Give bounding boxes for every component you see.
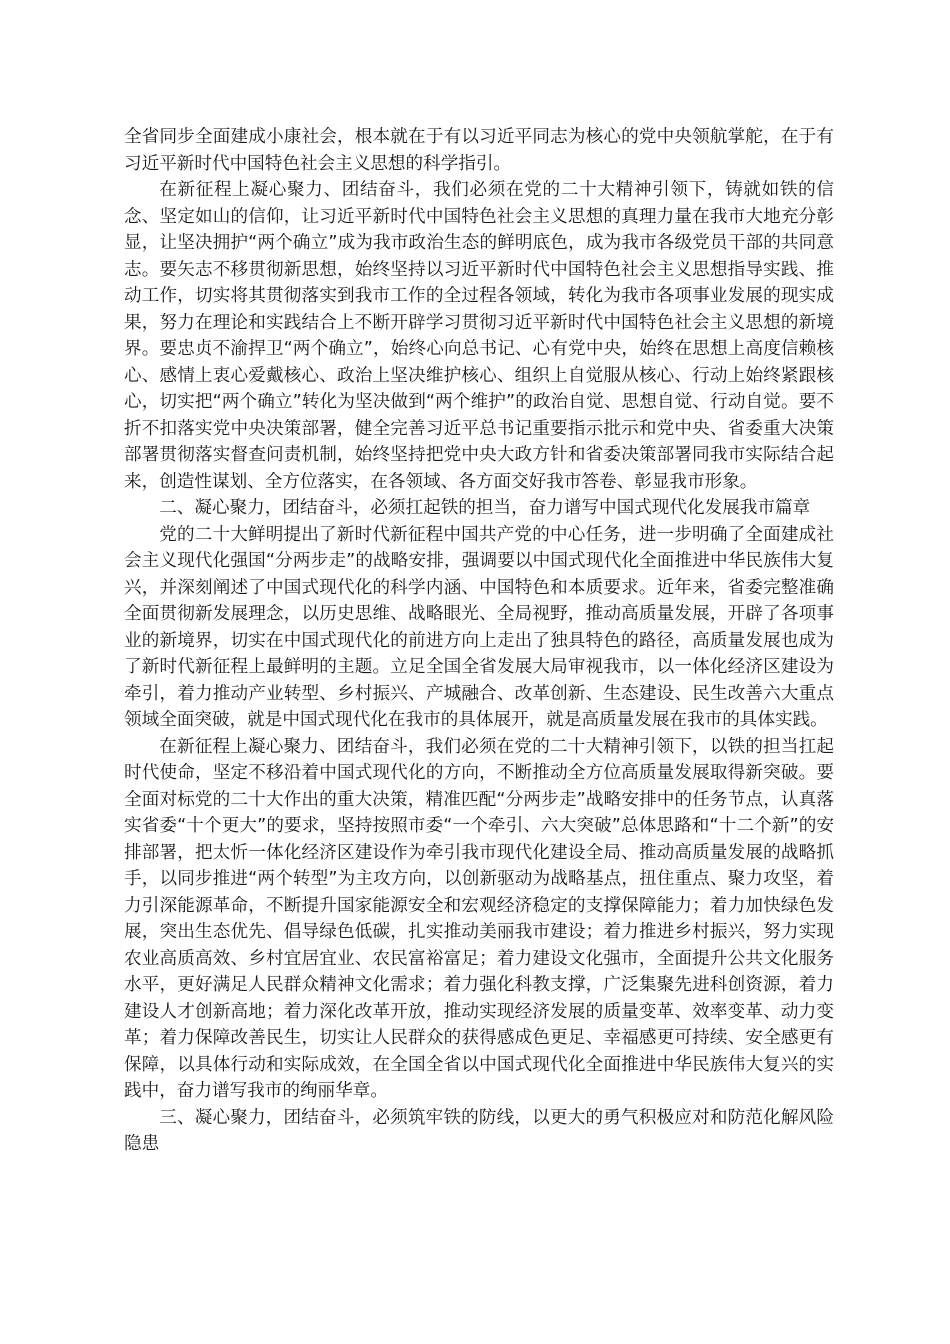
paragraph: 在新征程上凝心聚力、团结奋斗，我们必须在党的二十大精神引领下，以铁的担当扛起时代使命，坚定不移沿着中国式现代化的方向，不断推动全方位高质量发展取得新突破。要全面对标党的二十大作出的重大决策，精准匹配“分两步走”战略安排中的任务节点，认真落实省委“十个更大”的要求，坚持按照市委“一个牵引、六大突破”总体思路和“十二个新”的安排部署，把太忻一体化经济区建设作为牵引我市现代化建设全局、推动高质量发展的战略抓手，以同步推进“两个转型”为主攻方向，以创新驱动为战略基点，扭住重点、聚力攻坚，着力引深能源革命，不断提升国家能源安全和宏观经济稳定的支撑保障能力；着力加快绿色发展，突出生态优先、倡导绿色低碳，扎实推动美丽我市建设；着力推进乡村振兴，努力实现农业高质高效、乡村宜居宜业、农民富裕富足；着力建设文化强市，全面提升公共文化服务水平，更好满足人民群众精神文化需求；着力强化科教支撑，广泛集聚先进科创资源，着力建设人才创新高地；着力深化改革开放，推动实现经济发展的质量变革、效率变革、动力变革；着力保障改善民生，切实让人民群众的获得感成色更足、幸福感更可持续、安全感更有保障，以具体行动和实际成效，在全国全省以中国式现代化全面推进中华民族伟大复兴的实践中，奋力谱写我市的绚丽华章。 (124, 736, 834, 1101)
document-body (124, 124, 834, 1158)
paragraph: 党的二十大鲜明提出了新时代新征程中国共产党的中心任务，进一步明确了全面建成社会主义现代化强国“分两步走”的战略安排，强调要以中国式现代化全面推进中华民族伟大复兴，并深刻阐述了中国式现代化的科学内涵、中国特色和本质要求。近年来，省委完整准确全面贯彻新发展理念，以历史思维、战略眼光、全局视野，推动高质量发展，开辟了各项事业的新境界，切实在中国式现代化的前进方向上走出了独具特色的路径，高质量发展也成为了新时代新征程上最鲜明的主题。立足全国全省发展大局审视我市，以一体化经济区建设为牵引，着力推动产业转型、乡村振兴、产城融合、改革创新、生态建设、民生改善六大重点领域全面突破，就是中国式现代化在我市的具体展开，就是高质量发展在我市的具体实践。 (124, 524, 834, 730)
section-heading-2: 二、凝心聚力，团结奋斗，必须扛起铁的担当，奋力谱写中国式现代化发展我市篇章 (159, 498, 811, 518)
paragraph: 在新征程上凝心聚力、团结奋斗，我们必须在党的二十大精神引领下，铸就如铁的信念、坚定如山的信仰，让习近平新时代中国特色社会主义思想的真理力量在我市大地充分彰显，让坚决拥护“两个确立”成为我市政治生态的鲜明底色，成为我市各级党员干部的共同意志。要矢志不移贯彻新思想，始终坚持以习近平新时代中国特色社会主义思想指导实践、推动工作，切实将其贯彻落实到我市工作的全过程各领域，转化为我市各项事业发展的现实成果，努力在理论和实践结合上不断开辟学习贯彻习近平新时代中国特色社会主义思想的新境界。要忠贞不渝捍卫“两个确立”，始终心向总书记、心有党中央，始终在思想上高度信赖核心、感情上衷心爱戴核心、政治上坚决维护核心、组织上自觉服从核心、行动上始终紧跟核心，切实把“两个确立”转化为坚决做到“两个维护”的政治自觉、思想自觉、行动自觉。要不折不扣落实党中央决策部署，健全完善习近平总书记重要指示批示和党中央、省委重大决策部署贯彻落实督查问责机制，始终坚持把党中央大政方针和省委决策部署同我市实际结合起来，创造性谋划、全方位落实，在各领域、各方面交好我市答卷、彰显我市形象。 (124, 180, 834, 492)
paragraph-continued: 全省同步全面建成小康社会，根本就在于有以习近平同志为核心的党中央领航掌舵，在于有习近平新时代中国特色社会主义思想的科学指引。 (124, 127, 834, 174)
section-heading-3: 三、凝心聚力，团结奋斗，必须筑牢铁的防线，以更大的勇气积极应对和防范化解风险隐患 (124, 1107, 834, 1154)
